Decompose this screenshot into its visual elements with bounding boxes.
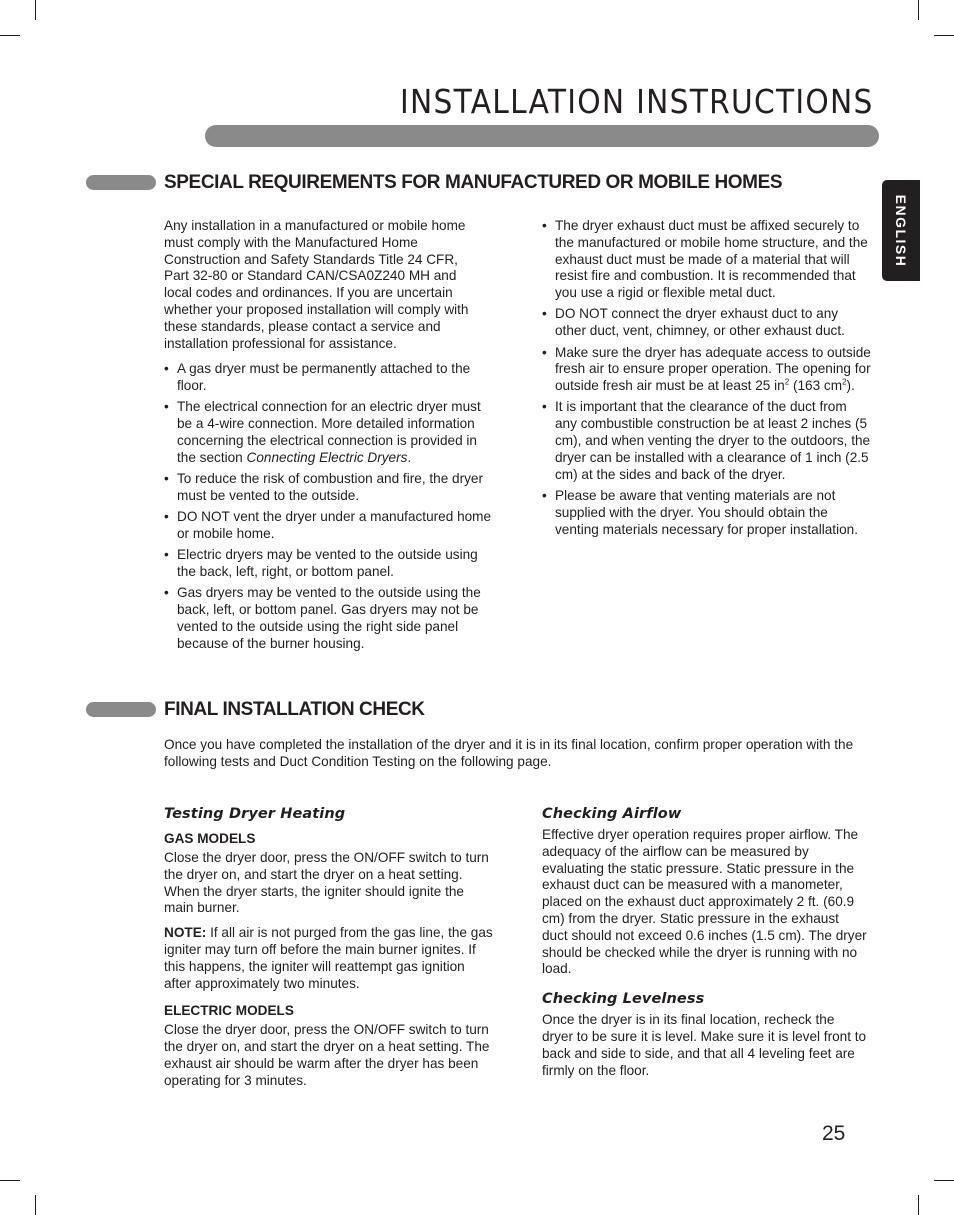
language-tab [882, 180, 920, 281]
crop-mark [35, 0, 36, 20]
list-item: • It is important that the clearance of the duct from any combustible construction be at least 2 inches (5 cm), and when venting the dryer to the outdoors, the dryer can be installed with a clearance of 1 inch (2.5 cm) at the sides and back of the dryer. [542, 399, 872, 483]
list-item: • Gas dryers may be vented to the outside using the back, left, or bottom panel. Gas dryers may not be vented to the outside using the right side panel because of the burner housing. [164, 585, 494, 652]
page-title: INSTALLATION INSTRUCTIONS [400, 82, 874, 121]
special-right-bullets [542, 218, 872, 538]
fresh-air-end: ). [846, 378, 855, 394]
special-right-column [542, 218, 872, 543]
crop-mark [934, 35, 954, 36]
gas-models-text: Close the dryer door, press the ON/OFF switch to turn the dryer on, and start the dryer on a heat setting. When the dryer starts, the igniter should ignite the main burner. [164, 850, 489, 916]
superscript: 2 [842, 377, 847, 387]
testing-dryer-heating-heading: Testing Dryer Heating [164, 806, 346, 822]
crop-mark [934, 1180, 954, 1181]
connecting-electric-dryers-reference: Connecting Electric Dryers [246, 449, 408, 465]
list-item: • DO NOT vent the dryer under a manufactured home or mobile home. [164, 509, 494, 543]
special-intro: Any installation in a manufactured or mobile home must comply with the Manufactured Home Construction and Safety Standards Title 24 CFR, Part 32-80 or Standard CAN/CSA0Z240 MH and local codes and ordinances. If you are uncertain whether your proposed installation will comply with these standards, please contact a service and installation professional for assistance. [164, 218, 469, 351]
final-installation-check-heading: FINAL INSTALLATION CHECK [164, 699, 425, 720]
note-text: If all air is not purged from the gas line, the gas igniter may turn off before the main burner ignites. If this happens, the igniter will reattempt gas ignition after approximately two minutes. [164, 925, 493, 991]
crop-mark [0, 35, 20, 36]
crop-mark [0, 1180, 20, 1181]
superscript: 2 [784, 377, 790, 387]
list-item: • To reduce the risk of combustion and fire, the dryer must be vented to the outside. [164, 471, 494, 505]
airflow-levelness-column [542, 805, 867, 1079]
crop-mark [918, 1195, 919, 1215]
gas-models-heading: GAS MODELS [164, 831, 256, 846]
title-underline-bar [205, 125, 879, 147]
gas-note [164, 925, 494, 992]
checking-levelness-text: Once the dryer is in its final location, recheck the dryer to be sure it is level. Make sure it is level front to back and side to side, and that all 4 leveling feet are firmly on the floor. [542, 1012, 867, 1078]
crop-mark [918, 0, 919, 20]
list-item [164, 399, 494, 466]
special-left-bullets [164, 361, 494, 652]
electric-models-text: Close the dryer door, press the ON/OFF switch to turn the dryer on, and start the dryer on a heat setting. The exhaust air should be warm after the dryer has been operating for 3 minutes. [164, 1022, 490, 1088]
final-intro: Once you have completed the installation of the dryer and it is in its final location, confirm proper operation with the following tests and Duct Condition Testing on the following page. [164, 737, 854, 769]
checking-airflow-heading: Checking Airflow [542, 806, 682, 822]
fresh-air-text: Make sure the dryer has adequate access to outside fresh air to ensure proper operation. The opening for outside fresh air must be at least 25 in [555, 344, 871, 394]
checking-airflow-text: Effective dryer operation requires proper airflow. The adequacy of the airflow can be measured by evaluating the static pressure. Static pressure in the exhaust duct can be measured with a manometer, placed on the exhaust duct approximately 2 ft. (60.9 cm) from the dryer. Static pressure in the exhaust duct should not exceed 0.6 inches (1.5 cm). The dryer should be checked while the dryer is running with no load. [542, 827, 867, 977]
electrical-bullet-text: The electrical connection for an electric dryer must be a 4-wire connection. More detailed information concerning the electrical connection is provided in the section [177, 399, 481, 465]
special-left-column [164, 218, 494, 657]
list-item: • A gas dryer must be permanently attached to the floor. [164, 361, 494, 395]
list-item: • Electric dryers may be vented to the outside using the back, left, right, or bottom panel. [164, 547, 494, 581]
page-number: 25 [822, 1122, 846, 1145]
list-item [542, 345, 872, 395]
list-item: • The dryer exhaust duct must be affixed securely to the manufactured or mobile home structure, and the exhaust duct must be made of a material that will resist fire and combustion. It is recommended that you use a rigid or flexible metal duct. [542, 218, 872, 302]
crop-mark [35, 1195, 36, 1215]
section-marker [86, 175, 156, 190]
list-item: • Please be aware that venting materials are not supplied with the dryer. You should obtain the venting materials necessary for proper installation. [542, 488, 872, 538]
list-item: • DO NOT connect the dryer exhaust duct to any other duct, vent, chimney, or other exhaust duct. [542, 306, 872, 340]
checking-levelness-heading: Checking Levelness [542, 991, 705, 1008]
fresh-air-mid: (163 cm [789, 378, 843, 394]
electrical-bullet-end: . [407, 449, 412, 465]
heating-column [164, 805, 494, 1090]
language-tab-label: ENGLISH [893, 194, 909, 267]
special-requirements-heading: SPECIAL REQUIREMENTS FOR MANUFACTURED OR MOBILE HOMES [164, 172, 783, 193]
electric-models-heading: ELECTRIC MODELS [164, 1003, 294, 1019]
note-label: NOTE: [164, 925, 207, 941]
section-marker [86, 702, 156, 717]
